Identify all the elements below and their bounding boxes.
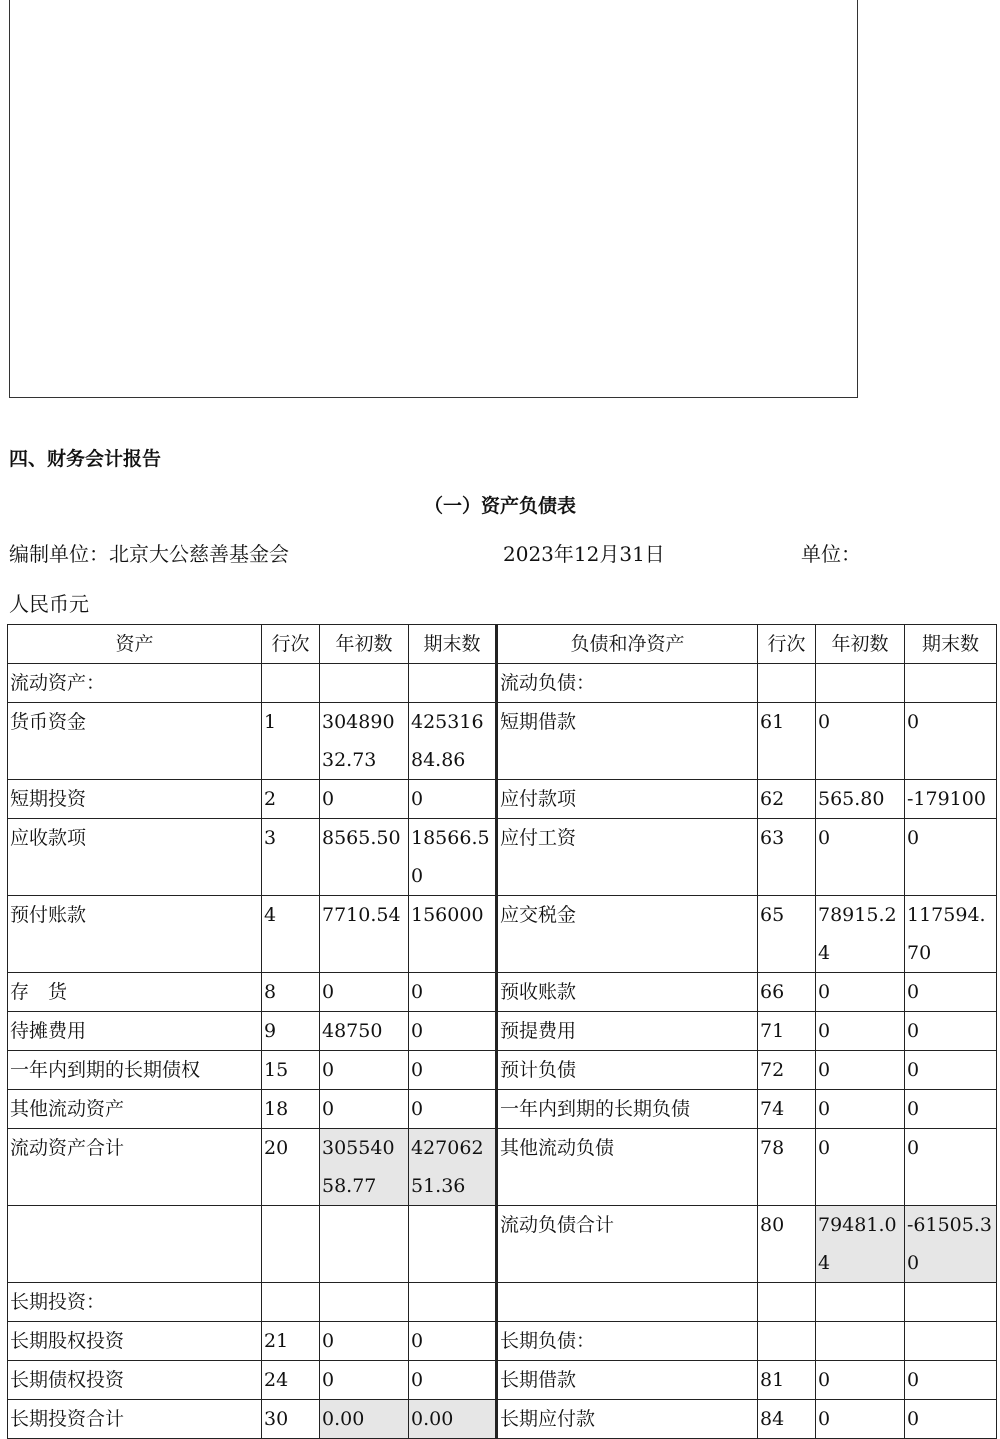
cell-liability-item: 长期应付款	[497, 1400, 758, 1439]
cell-liability-line	[758, 1322, 816, 1361]
cell-liability-closing	[905, 664, 997, 703]
cell-asset-line: 8	[262, 973, 320, 1012]
cell-asset-closing: 156000	[409, 896, 497, 973]
cell-liability-line: 84	[758, 1400, 816, 1439]
cell-asset-line: 2	[262, 780, 320, 819]
cell-asset-opening: 0	[320, 1361, 409, 1400]
cell-liability-opening: 0	[816, 703, 905, 780]
cell-liability-item: 流动负债合计	[497, 1206, 758, 1283]
cell-liability-item: 流动负债：	[497, 664, 758, 703]
cell-liability-closing: 0	[905, 1400, 997, 1439]
header-line-no: 行次	[758, 625, 816, 664]
cell-asset-closing: 18566.50	[409, 819, 497, 896]
cell-asset-item: 长期债权投资	[8, 1361, 262, 1400]
cell-liability-line: 63	[758, 819, 816, 896]
cell-liability-opening	[816, 1283, 905, 1322]
cell-asset-opening: 0	[320, 1090, 409, 1129]
table-header-row	[8, 625, 997, 664]
table-row	[8, 973, 997, 1012]
cell-asset-item: 货币资金	[8, 703, 262, 780]
cell-liability-item: 短期借款	[497, 703, 758, 780]
cell-asset-opening: 0	[320, 973, 409, 1012]
cell-liability-item: 一年内到期的长期负债	[497, 1090, 758, 1129]
cell-liability-item: 长期负债：	[497, 1322, 758, 1361]
cell-liability-item	[497, 1283, 758, 1322]
cell-asset-line: 9	[262, 1012, 320, 1051]
cell-liability-closing: 117594.70	[905, 896, 997, 973]
cell-liability-item: 预收账款	[497, 973, 758, 1012]
table-row	[8, 1206, 997, 1283]
cell-asset-line: 4	[262, 896, 320, 973]
table-row	[8, 664, 997, 703]
cell-liability-opening: 0	[816, 973, 905, 1012]
cell-asset-opening	[320, 1206, 409, 1283]
cell-asset-opening-total: 30554058.77	[320, 1129, 409, 1206]
currency-label: 人民币元	[9, 592, 89, 616]
cell-liability-item: 其他流动负债	[497, 1129, 758, 1206]
cell-liability-opening: 0	[816, 1361, 905, 1400]
cell-liability-opening: 0	[816, 1051, 905, 1090]
cell-asset-item: 长期股权投资	[8, 1322, 262, 1361]
header-opening: 年初数	[320, 625, 409, 664]
cell-asset-line: 3	[262, 819, 320, 896]
cell-asset-opening: 30489032.73	[320, 703, 409, 780]
cell-asset-line: 24	[262, 1361, 320, 1400]
cell-liability-line	[758, 664, 816, 703]
cell-asset-line: 1	[262, 703, 320, 780]
cell-liability-item: 预提费用	[497, 1012, 758, 1051]
cell-asset-line: 30	[262, 1400, 320, 1439]
cell-asset-closing	[409, 1283, 497, 1322]
cell-liability-closing: 0	[905, 819, 997, 896]
cell-liability-opening: 0	[816, 1400, 905, 1439]
section-heading: 四、财务会计报告	[9, 448, 162, 470]
cell-liability-closing: -179100	[905, 780, 997, 819]
cell-liability-line: 71	[758, 1012, 816, 1051]
table-row	[8, 1283, 997, 1322]
report-date: 2023年12月31日	[503, 542, 665, 566]
cell-asset-item: 应收款项	[8, 819, 262, 896]
cell-asset-opening	[320, 664, 409, 703]
cell-liability-item: 应付款项	[497, 780, 758, 819]
cell-asset-item: 长期投资合计	[8, 1400, 262, 1439]
cell-asset-item: 短期投资	[8, 780, 262, 819]
table-row	[8, 780, 997, 819]
cell-liability-line: 65	[758, 896, 816, 973]
cell-liability-line: 80	[758, 1206, 816, 1283]
cell-asset-closing: 0	[409, 1361, 497, 1400]
cell-asset-closing: 0	[409, 1322, 497, 1361]
cell-asset-item: 流动资产合计	[8, 1129, 262, 1206]
cell-asset-item	[8, 1206, 262, 1283]
cell-asset-opening-total: 0.00	[320, 1400, 409, 1439]
header-opening: 年初数	[816, 625, 905, 664]
cell-liability-opening: 565.80	[816, 780, 905, 819]
cell-asset-line: 20	[262, 1129, 320, 1206]
table-row	[8, 819, 997, 896]
cell-liability-opening-total: 79481.04	[816, 1206, 905, 1283]
cell-asset-item: 预付账款	[8, 896, 262, 973]
cell-liability-line: 78	[758, 1129, 816, 1206]
table-row	[8, 1400, 997, 1439]
cell-asset-opening	[320, 1283, 409, 1322]
cell-asset-item: 待摊费用	[8, 1012, 262, 1051]
cell-liability-opening: 0	[816, 1090, 905, 1129]
cell-asset-closing	[409, 1206, 497, 1283]
cell-asset-item: 其他流动资产	[8, 1090, 262, 1129]
cell-asset-closing-total: 42706251.36	[409, 1129, 497, 1206]
table-row	[8, 1129, 997, 1206]
cell-liability-line: 66	[758, 973, 816, 1012]
unit-label: 单位：	[801, 542, 861, 566]
cell-liability-closing: 0	[905, 1051, 997, 1090]
cell-asset-closing: 0	[409, 780, 497, 819]
cell-asset-opening: 48750	[320, 1012, 409, 1051]
table-row	[8, 1051, 997, 1090]
cell-asset-closing-total: 0.00	[409, 1400, 497, 1439]
cell-liability-item: 长期借款	[497, 1361, 758, 1400]
cell-liability-closing: 0	[905, 703, 997, 780]
cell-asset-line	[262, 1206, 320, 1283]
cell-asset-closing	[409, 664, 497, 703]
header-assets: 资产	[8, 625, 262, 664]
table-row	[8, 1361, 997, 1400]
cell-asset-closing: 0	[409, 1090, 497, 1129]
cell-liability-line: 72	[758, 1051, 816, 1090]
table-title: （一）资产负债表	[423, 495, 576, 517]
cell-asset-opening: 8565.50	[320, 819, 409, 896]
cell-liability-line: 61	[758, 703, 816, 780]
cell-asset-closing: 0	[409, 1012, 497, 1051]
table-row	[8, 1090, 997, 1129]
cell-liability-closing: 0	[905, 1012, 997, 1051]
cell-asset-line	[262, 664, 320, 703]
cell-liability-opening: 78915.24	[816, 896, 905, 973]
cell-asset-line	[262, 1283, 320, 1322]
cell-liability-opening: 0	[816, 819, 905, 896]
header-closing: 期末数	[905, 625, 997, 664]
cell-liability-opening: 0	[816, 1129, 905, 1206]
cell-asset-opening: 0	[320, 780, 409, 819]
cell-asset-item: 流动资产：	[8, 664, 262, 703]
blank-frame	[9, 0, 858, 398]
table-row	[8, 1012, 997, 1051]
cell-asset-item: 长期投资：	[8, 1283, 262, 1322]
cell-liability-line: 81	[758, 1361, 816, 1400]
cell-liability-closing	[905, 1322, 997, 1361]
cell-liability-opening	[816, 1322, 905, 1361]
cell-asset-closing: 42531684.86	[409, 703, 497, 780]
table-row	[8, 703, 997, 780]
cell-asset-opening: 0	[320, 1322, 409, 1361]
header-liabilities: 负债和净资产	[497, 625, 758, 664]
cell-liability-closing: 0	[905, 1090, 997, 1129]
header-line-no: 行次	[262, 625, 320, 664]
cell-liability-item: 应付工资	[497, 819, 758, 896]
cell-liability-line: 62	[758, 780, 816, 819]
cell-liability-opening	[816, 664, 905, 703]
cell-liability-opening: 0	[816, 1012, 905, 1051]
cell-liability-closing: 0	[905, 1129, 997, 1206]
cell-asset-opening: 0	[320, 1051, 409, 1090]
cell-asset-opening: 7710.54	[320, 896, 409, 973]
cell-liability-line	[758, 1283, 816, 1322]
cell-asset-line: 21	[262, 1322, 320, 1361]
cell-asset-line: 18	[262, 1090, 320, 1129]
cell-asset-line: 15	[262, 1051, 320, 1090]
cell-liability-closing: 0	[905, 1361, 997, 1400]
reporting-unit: 编制单位：北京大公慈善基金会	[9, 542, 289, 566]
cell-liability-item: 预计负债	[497, 1051, 758, 1090]
cell-asset-item: 一年内到期的长期债权	[8, 1051, 262, 1090]
cell-liability-item: 应交税金	[497, 896, 758, 973]
cell-asset-closing: 0	[409, 973, 497, 1012]
header-closing: 期末数	[409, 625, 497, 664]
cell-asset-closing: 0	[409, 1051, 497, 1090]
table-row	[8, 1322, 997, 1361]
balance-sheet-table	[7, 624, 997, 1439]
cell-asset-item: 存 货	[8, 973, 262, 1012]
cell-liability-line: 74	[758, 1090, 816, 1129]
table-row	[8, 896, 997, 973]
cell-liability-closing	[905, 1283, 997, 1322]
cell-liability-closing: 0	[905, 973, 997, 1012]
cell-liability-closing-total: -61505.30	[905, 1206, 997, 1283]
